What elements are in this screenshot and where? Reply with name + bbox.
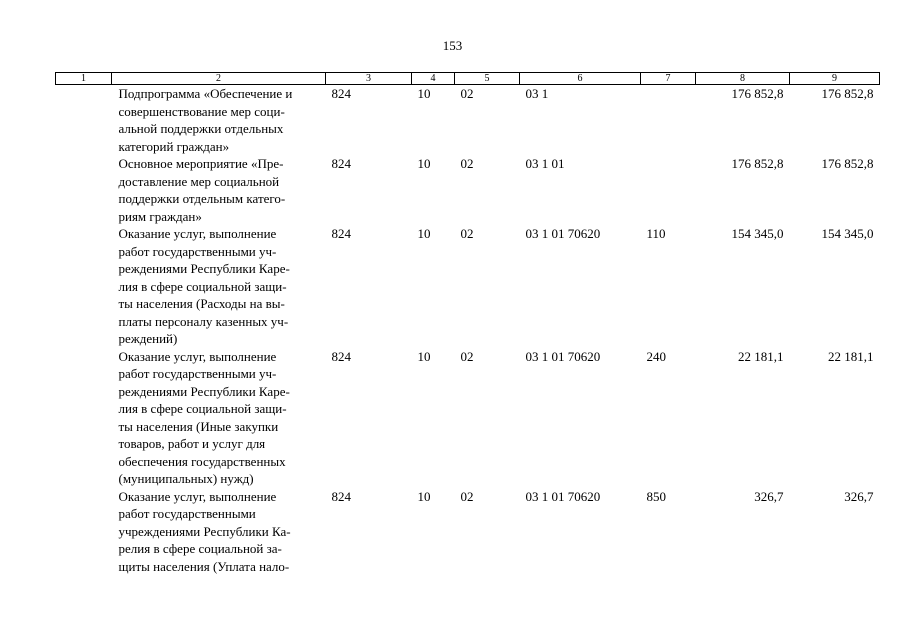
budget-table bbox=[55, 72, 880, 575]
item-name-line: (муниципальных) нужд) bbox=[118, 471, 254, 486]
item-name-line: релия в сфере социальной за- bbox=[118, 541, 282, 556]
item-name-line: Основное мероприятие «Пре- bbox=[118, 156, 284, 171]
admin-code-cell: 824 bbox=[331, 156, 351, 171]
column-header-7: 7 bbox=[641, 73, 696, 85]
amount-col9-cell: 154 345,0 bbox=[821, 226, 874, 241]
item-name-line: совершенствование мер соци- bbox=[118, 103, 285, 119]
column-header-6: 6 bbox=[520, 73, 641, 85]
amount-col9-cell: 176 852,8 bbox=[821, 86, 874, 101]
amount-col8-cell: 326,7 bbox=[754, 488, 784, 504]
item-name-line: Оказание услуг, выполнение bbox=[118, 348, 277, 364]
target-article-cell: 03 1 01 bbox=[525, 156, 565, 171]
expense-type-cell: 110 bbox=[646, 226, 666, 241]
item-name-line: Подпрограмма «Обеспечение и bbox=[118, 86, 293, 101]
item-name-line: работ государственными уч- bbox=[118, 243, 277, 259]
expense-type-cell bbox=[641, 155, 696, 225]
item-name-line: платы персоналу казенных уч- bbox=[118, 313, 289, 329]
subsection-cell: 02 bbox=[460, 156, 474, 171]
target-article-cell: 03 1 01 70620 bbox=[525, 348, 601, 364]
row-col1-cell bbox=[56, 348, 112, 488]
amount-col9-cell: 176 852,8 bbox=[821, 156, 874, 171]
item-name-line: альной поддержки отдельных bbox=[118, 121, 284, 136]
subsection-cell: 02 bbox=[460, 226, 474, 241]
section-cell: 10 bbox=[417, 348, 431, 364]
item-name-line: ты населения (Иные закупки bbox=[118, 418, 279, 434]
admin-code-cell: 824 bbox=[331, 226, 351, 241]
item-name-line: товаров, работ и услуг для bbox=[118, 436, 266, 451]
table-row bbox=[56, 155, 880, 225]
row-col1-cell bbox=[56, 155, 112, 225]
item-name-line: обеспечения государственных bbox=[118, 453, 286, 469]
subsection-cell: 02 bbox=[460, 488, 474, 504]
column-header-1: 1 bbox=[56, 73, 112, 85]
table-row bbox=[56, 488, 880, 576]
item-name-cell bbox=[112, 225, 326, 348]
table-body bbox=[56, 85, 880, 576]
item-name-line: поддержки отдельным катего- bbox=[118, 191, 286, 206]
item-name-line: лия в сфере социальной защи- bbox=[118, 278, 287, 294]
amount-col9-cell: 22 181,1 bbox=[828, 348, 874, 364]
item-name-cell bbox=[112, 85, 326, 156]
item-name-cell bbox=[112, 348, 326, 488]
amount-col9-cell: 326,7 bbox=[844, 488, 874, 504]
column-header-8: 8 bbox=[696, 73, 790, 85]
item-name-line: Оказание услуг, выполнение bbox=[118, 226, 277, 241]
item-name-line: Оказание услуг, выполнение bbox=[118, 488, 277, 504]
item-name-line: реждений) bbox=[118, 331, 178, 346]
section-cell: 10 bbox=[417, 488, 431, 504]
column-header-9: 9 bbox=[790, 73, 880, 85]
target-article-cell: 03 1 01 70620 bbox=[525, 488, 601, 504]
target-article-cell: 03 1 01 70620 bbox=[525, 226, 601, 241]
amount-col8-cell: 22 181,1 bbox=[738, 348, 784, 364]
expense-type-cell bbox=[641, 85, 696, 156]
amount-col8-cell: 176 852,8 bbox=[731, 156, 784, 171]
table-row bbox=[56, 348, 880, 488]
table-row bbox=[56, 85, 880, 156]
item-name-line: лия в сфере социальной защи- bbox=[118, 401, 287, 416]
admin-code-cell: 824 bbox=[331, 488, 351, 504]
item-name-line: реждениями Республики Каре- bbox=[118, 261, 290, 276]
item-name-line: учреждениями Республики Ка- bbox=[118, 523, 291, 539]
subsection-cell: 02 bbox=[460, 86, 474, 101]
row-col1-cell bbox=[56, 225, 112, 348]
column-header-3: 3 bbox=[326, 73, 412, 85]
page-number: 153 bbox=[442, 38, 463, 53]
item-name-line: реждениями Республики Каре- bbox=[118, 383, 290, 399]
item-name-line: категорий граждан» bbox=[118, 138, 230, 154]
admin-code-cell: 824 bbox=[331, 86, 351, 101]
section-cell: 10 bbox=[417, 156, 431, 171]
section-cell: 10 bbox=[417, 226, 431, 241]
column-number-header-row bbox=[56, 73, 880, 85]
subsection-cell: 02 bbox=[460, 348, 474, 364]
section-cell: 10 bbox=[417, 86, 431, 101]
amount-col8-cell: 154 345,0 bbox=[731, 226, 784, 241]
item-name-line: риям граждан» bbox=[118, 208, 202, 224]
item-name-cell bbox=[112, 155, 326, 225]
item-name-line: доставление мер социальной bbox=[118, 173, 280, 189]
amount-col8-cell: 176 852,8 bbox=[731, 86, 784, 101]
column-header-4: 4 bbox=[412, 73, 455, 85]
expense-type-cell: 850 bbox=[646, 488, 666, 504]
row-col1-cell bbox=[56, 488, 112, 576]
item-name-line: щиты населения (Уплата нало- bbox=[118, 558, 290, 574]
table-row bbox=[56, 225, 880, 348]
item-name-cell bbox=[112, 488, 326, 576]
row-col1-cell bbox=[56, 85, 112, 156]
column-header-5: 5 bbox=[455, 73, 520, 85]
column-header-2: 2 bbox=[112, 73, 326, 85]
item-name-line: работ государственными bbox=[118, 506, 256, 521]
item-name-line: ты населения (Расходы на вы- bbox=[118, 296, 285, 311]
item-name-line: работ государственными уч- bbox=[118, 366, 277, 381]
target-article-cell: 03 1 bbox=[525, 86, 549, 101]
expense-type-cell: 240 bbox=[646, 348, 666, 364]
admin-code-cell: 824 bbox=[331, 348, 351, 364]
